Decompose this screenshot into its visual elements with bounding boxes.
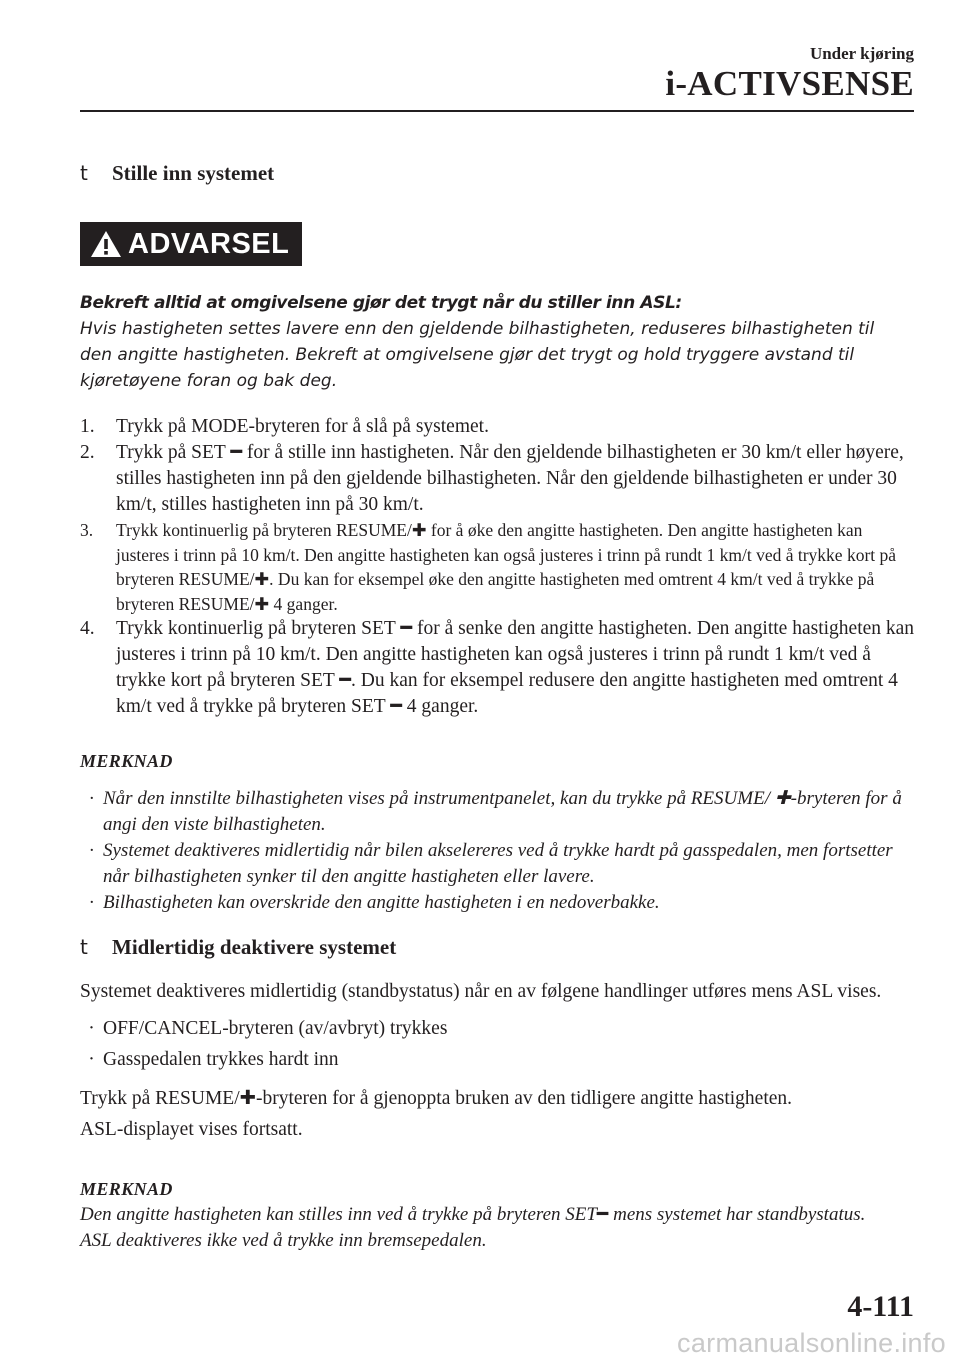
step-text: Trykk på SET ━ for å stille inn hastigheten. Når den gjeldende bilhastigheten er 30 km/t eller høyere, stilles hastigheten inn på den gjeldende bilhastigheten. Når den gjeldende bilhastigheten er under 30 km/t, stilles hastigheten inn på 30 km/t.	[116, 442, 904, 515]
list-item	[80, 786, 920, 838]
warning-text	[80, 290, 910, 394]
step-number: 3.	[80, 520, 94, 540]
subsection-heading-deactivate	[80, 934, 396, 960]
step-text: Trykk på MODE-bryteren for å slå på systemet.	[116, 416, 489, 437]
list-item	[80, 518, 920, 616]
watermark: carmanualsonline.info	[677, 1328, 946, 1358]
deactivate-list	[80, 1013, 920, 1075]
note-line: ASL deaktiveres ikke ved å trykke inn bremsepedalen.	[80, 1230, 487, 1251]
note-title: MERKNAD	[80, 751, 173, 771]
chapter-title: Under kjøring	[809, 44, 914, 63]
list-item	[80, 838, 920, 890]
step-number: 1.	[80, 416, 95, 437]
step-text: Trykk kontinuerlig på bryteren RESUME/✚ for å øke den angitte hastigheten. Den angitte hastigheten kan justeres i trinn på 10 km/t. Den angitte hastigheten kan også justeres i trinn på rundt 1 km/t ved å trykke kort på bryteren RESUME/✚. Du kan for eksempel øke den angitte hastigheten med omtrent 4 km/t ved å trykke på bryteren RESUME/✚ 4 ganger.	[116, 520, 897, 614]
list-item	[80, 414, 920, 440]
deactivate-body	[80, 976, 920, 1145]
subsection-title: Midlertidig deaktivere systemet	[112, 935, 397, 959]
list-item	[80, 616, 920, 720]
header-divider	[80, 110, 914, 112]
step-number: 4.	[80, 618, 95, 639]
note-title: MERKNAD	[80, 1179, 173, 1199]
deactivate-item-text: OFF/CANCEL-bryteren (av/avbryt) trykkes	[103, 1018, 448, 1039]
list-item	[80, 890, 920, 916]
subsection-title: Stille inn systemet	[112, 161, 275, 185]
list-item	[80, 1013, 920, 1044]
warning-badge	[80, 222, 302, 266]
bullet-icon: ·	[89, 840, 94, 861]
page-header	[665, 44, 914, 104]
section-marker-icon: t	[80, 161, 88, 185]
warning-triangle-icon	[88, 222, 124, 266]
note-item-text: Når den innstilte bilhastigheten vises på instrumentpanelet, kan du trykke på RESUME/ ✚-bryteren for å angi den viste bilhastigheten.	[103, 788, 902, 835]
step-text: Trykk kontinuerlig på bryteren SET ━ for å senke den angitte hastigheten. Den angitte hastigheten kan justeres i trinn på 10 km/t. Den angitte hastigheten kan også justeres i trinn på rundt 1 km/t ved å trykke kort på bryteren SET ━. Du kan for eksempel redusere den angitte hastigheten med omtrent 4 km/t ved å trykke på bryteren SET ━ 4 ganger.	[116, 618, 915, 717]
resume-text-2: ASL-displayet vises fortsatt.	[80, 1119, 303, 1140]
deactivate-item-text: Gasspedalen trykkes hardt inn	[103, 1049, 339, 1070]
note-list	[80, 786, 920, 916]
note-item-text: Bilhastigheten kan overskride den angitte hastigheten i en nedoverbakke.	[103, 892, 660, 913]
bullet-icon: ·	[89, 892, 94, 913]
section-marker-icon: t	[80, 935, 88, 959]
resume-text: Trykk på RESUME/✚-bryteren for å gjenoppta bruken av den tidligere angitte hastigheten.	[80, 1088, 793, 1109]
warning-body: Hvis hastigheten settes lavere enn den gjeldende bilhastigheten, reduseres bilhastigheten til den angitte hastigheten. Bekreft at omgivelsene gjør det trygt og hold tryggere avstand til kjøretøyene foran og bak deg.	[80, 319, 875, 391]
subsection-heading-set	[80, 160, 274, 186]
list-item	[80, 1044, 920, 1075]
bullet-icon: ·	[89, 788, 94, 809]
warning-title: Bekreft alltid at omgivelsene gjør det trygt når du stiller inn ASL:	[80, 293, 682, 313]
page-number: 4-111	[847, 1290, 914, 1323]
note-item-text: Systemet deaktiveres midlertidig når bilen akselereres ved å trykke hardt på gasspedalen, men fortsetter når bilhastigheten synker til den angitte hastigheten eller lavere.	[103, 840, 893, 887]
step-list	[80, 414, 920, 720]
bullet-icon: ·	[88, 1049, 95, 1070]
step-number: 2.	[80, 442, 95, 463]
list-item	[80, 440, 920, 518]
note-block	[80, 748, 920, 916]
note-block-2	[80, 1176, 920, 1254]
note-line: Den angitte hastigheten kan stilles inn ved å trykke på bryteren SET━ mens systemet har standbystatus.	[80, 1204, 866, 1225]
section-title: i-ACTIVSENSE	[665, 64, 914, 103]
deactivate-intro: Systemet deaktiveres midlertidig (standbystatus) når en av følgene handlinger utføres mens ASL vises.	[80, 981, 882, 1002]
warning-label: ADVARSEL	[128, 227, 290, 260]
bullet-icon: ·	[88, 1018, 95, 1039]
